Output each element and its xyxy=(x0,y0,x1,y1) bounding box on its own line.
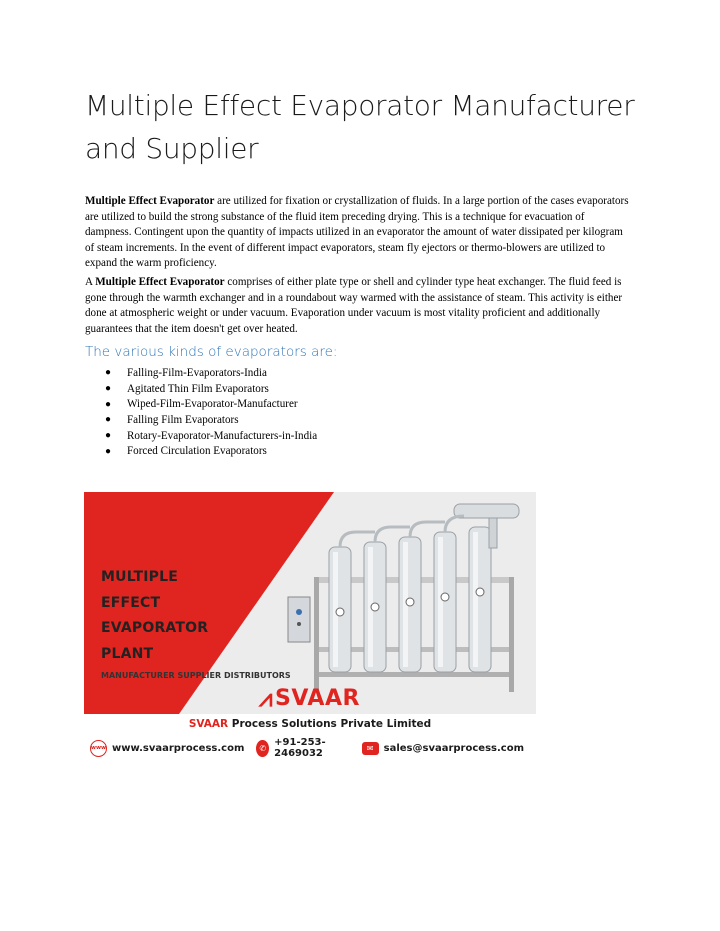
list-item: ● Forced Circulation Evaporators xyxy=(105,445,267,458)
bullet-icon: ● xyxy=(105,430,112,442)
bold-term: Multiple Effect Evaporator xyxy=(95,276,225,288)
evaporator-plant-illustration xyxy=(284,502,529,697)
website-contact: www www.svaarprocess.com xyxy=(90,740,244,757)
banner-headline: MULTIPLE EFFECT EVAPORATOR PLANT MANUFACTURER SUPPLIER DISTRIBUTORS xyxy=(101,565,291,683)
product-banner-image xyxy=(84,492,536,762)
list-item: ● Falling-Film-Evaporators-India xyxy=(105,366,267,379)
svaar-logo: ⩘ SVAAR xyxy=(259,684,360,712)
banner-subtitle: MANUFACTURER SUPPLIER DISTRIBUTORS xyxy=(101,671,291,680)
globe-icon: www xyxy=(90,740,107,757)
bullet-icon: ● xyxy=(105,398,112,410)
list-item: ● Agitated Thin Film Evaporators xyxy=(105,382,269,395)
list-item: ● Rotary-Evaporator-Manufacturers-in-India xyxy=(105,429,318,442)
page-title: Multiple Effect Evaporator Manufacturer and Supplier xyxy=(85,89,635,165)
bullet-icon: ● xyxy=(105,367,112,379)
bullet-icon: ● xyxy=(105,383,112,395)
bullet-icon: ● xyxy=(105,445,112,457)
mail-icon: ✉ xyxy=(362,742,379,755)
evaporator-list xyxy=(105,365,317,459)
logo-mark-icon: ⩘ xyxy=(259,684,274,712)
email-contact: ✉ sales@svaarprocess.com xyxy=(362,742,524,755)
phone-icon: ✆ xyxy=(256,740,269,757)
list-item: ● Falling Film Evaporators xyxy=(105,413,239,426)
paragraph-intro: Multiple Effect Evaporator are utilized for fixation or crystallization of fluids. In a large portion of the cases evaporators are utilized to build the strong substance of the fluid item preceding drying. This is a technique for evacuation of dampness. Contingent upon the quantity of impacts utilized in an evaporator the amount of water dissipated per kilogram of steam increments. In the event of different impact evaporators, steam fly ejectors or thermo-blowers are utilized to expand the warm proficiency. xyxy=(85,195,629,269)
contact-bar xyxy=(90,737,536,759)
company-name: SVAAR Process Solutions Private Limited xyxy=(188,718,432,730)
phone-contact: ✆ +91-253-2469032 xyxy=(256,737,349,759)
paragraph-description: A Multiple Effect Evaporator comprises of either plate type or shell and cylinder type heat exchanger. The fluid feed is gone through the warmth exchanger and in a roundabout way warmed with the assistance of steam. This activity is either done at atmospheric weight or under vacuum. Evaporation under vacuum is most vitality proficient and additionally guarantees that the item doesn't get over heated. xyxy=(85,276,623,335)
section-heading: The various kinds of evaporators are: xyxy=(85,344,338,360)
bold-term: Multiple Effect Evaporator xyxy=(85,195,215,207)
bullet-icon: ● xyxy=(105,414,112,426)
list-item: ● Wiped-Film-Evaporator-Manufacturer xyxy=(105,398,298,411)
